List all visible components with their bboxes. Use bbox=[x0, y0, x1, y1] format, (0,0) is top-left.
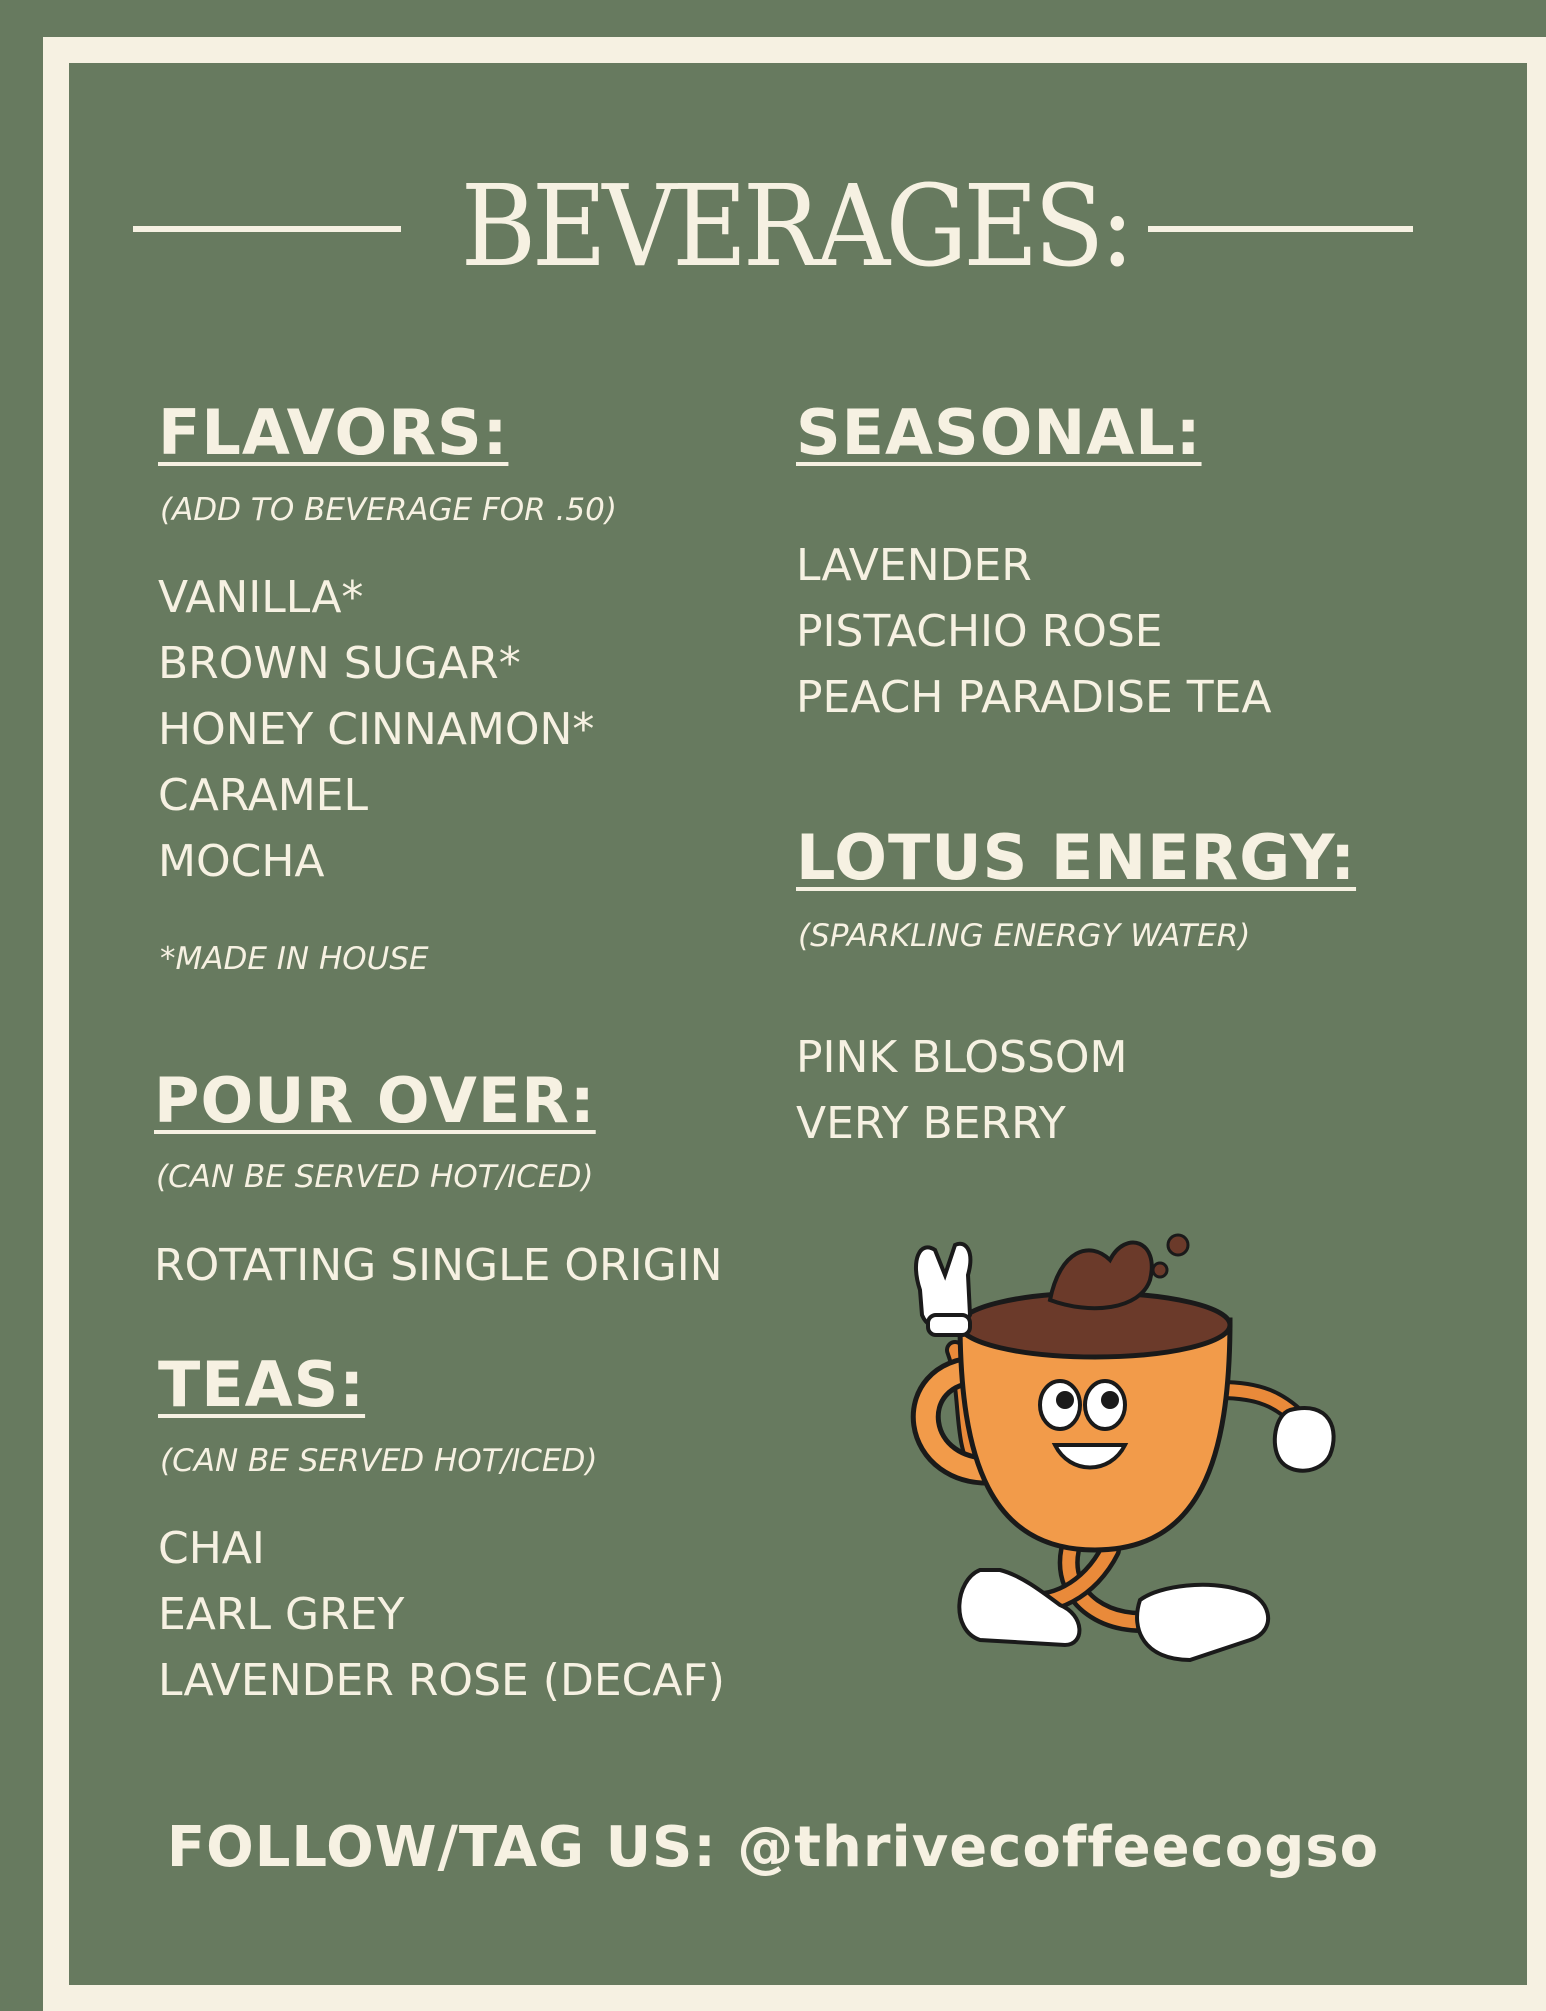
teas-heading: TEAS: bbox=[158, 1348, 366, 1421]
flavors-list bbox=[158, 565, 594, 895]
list-item: CARAMEL bbox=[158, 770, 368, 821]
list-item: PISTACHIO ROSE bbox=[796, 606, 1163, 657]
seasonal-list bbox=[796, 533, 1272, 731]
title-rule-left bbox=[133, 226, 401, 232]
title-rule-right bbox=[1148, 226, 1413, 232]
lotus-energy-note: (SPARKLING ENERGY WATER) bbox=[798, 918, 1251, 954]
coffee-cup-mascot-icon bbox=[860, 1220, 1360, 1720]
lotus-energy-list bbox=[796, 1025, 1127, 1157]
title-block bbox=[133, 162, 1413, 298]
list-item: ROTATING SINGLE ORIGIN bbox=[154, 1240, 723, 1291]
teas-list bbox=[158, 1516, 725, 1714]
page-title: BEVERAGES: bbox=[460, 162, 1131, 292]
pour-over-heading: POUR OVER: bbox=[154, 1064, 596, 1137]
list-item: MOCHA bbox=[158, 836, 325, 887]
list-item: EARL GREY bbox=[158, 1589, 405, 1640]
list-item: HONEY CINNAMON* bbox=[158, 704, 595, 755]
flavors-heading: FLAVORS: bbox=[158, 396, 509, 469]
list-item: PINK BLOSSOM bbox=[796, 1032, 1128, 1083]
list-item: LAVENDER bbox=[796, 540, 1032, 591]
list-item: VANILLA* bbox=[158, 572, 364, 623]
list-item: BROWN SUGAR* bbox=[158, 638, 521, 689]
seasonal-heading: SEASONAL: bbox=[796, 396, 1202, 469]
footer-social: FOLLOW/TAG US: @thrivecoffeecogso bbox=[166, 1815, 1380, 1880]
list-item: PEACH PARADISE TEA bbox=[796, 672, 1272, 723]
teas-note: (CAN BE SERVED HOT/ICED) bbox=[160, 1443, 598, 1479]
list-item: LAVENDER ROSE (DECAF) bbox=[158, 1655, 725, 1706]
list-item: CHAI bbox=[158, 1523, 265, 1574]
list-item: VERY BERRY bbox=[796, 1098, 1066, 1149]
pour-over-list bbox=[154, 1233, 723, 1299]
flavors-footnote: *MADE IN HOUSE bbox=[160, 941, 429, 977]
lotus-energy-heading: LOTUS ENERGY: bbox=[796, 821, 1357, 894]
pour-over-note: (CAN BE SERVED HOT/ICED) bbox=[156, 1159, 594, 1195]
flavors-note: (ADD TO BEVERAGE FOR .50) bbox=[160, 492, 617, 528]
